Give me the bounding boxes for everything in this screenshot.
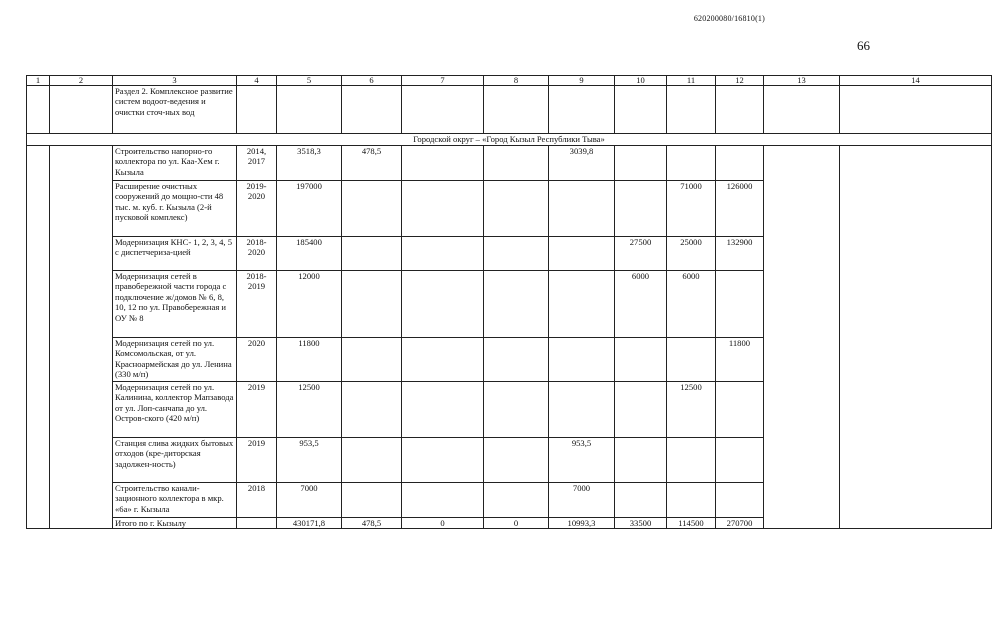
project-name: Модернизация сетей по ул. Калинина, коллектор Мапзавода от ул. Лоп-санчапа до ул. Остров-ского (420 м/п) bbox=[113, 382, 237, 438]
investment-table bbox=[26, 75, 992, 529]
cell-c6 bbox=[342, 338, 402, 382]
column-number: 2 bbox=[50, 76, 113, 86]
cell-total: 3518,3 bbox=[277, 146, 342, 181]
project-years: 2018-2019 bbox=[237, 271, 277, 338]
project-years: 2019-2020 bbox=[237, 181, 277, 237]
cell-total: 12000 bbox=[277, 271, 342, 338]
cell-c6 bbox=[342, 181, 402, 237]
project-years: 2018 bbox=[237, 483, 277, 518]
project-name: Модернизация сетей по ул. Комсомольская, от ул. Красноармейская до ул. Ленина (330 м/п) bbox=[113, 338, 237, 382]
project-name: Расширение очистных сооружений до мощно-сти 48 тыс. м. куб. г. Кызыла (2-й пусковой комплекс) bbox=[113, 181, 237, 237]
cell-c12 bbox=[716, 271, 764, 338]
column-number: 1 bbox=[27, 76, 50, 86]
section-title: Раздел 2. Комплексное развитие систем водоот-ведения и очистки сточ-ных вод bbox=[113, 86, 237, 134]
cell-c12 bbox=[716, 382, 764, 438]
cell-c8 bbox=[484, 181, 549, 237]
cell-c10 bbox=[615, 338, 667, 382]
project-years: 2018-2020 bbox=[237, 237, 277, 271]
cell-c7 bbox=[402, 271, 484, 338]
cell-c12: 11800 bbox=[716, 338, 764, 382]
cell-c7 bbox=[402, 237, 484, 271]
cell-c7 bbox=[402, 382, 484, 438]
cell-c11: 6000 bbox=[667, 271, 716, 338]
column-number: 12 bbox=[716, 76, 764, 86]
column-number-row bbox=[27, 76, 992, 86]
district-row bbox=[27, 134, 992, 146]
column-number: 4 bbox=[237, 76, 277, 86]
total-label: Итого по г. Кызылу bbox=[113, 518, 237, 529]
cell-c6 bbox=[342, 438, 402, 483]
cell-c11 bbox=[667, 438, 716, 483]
column-number: 9 bbox=[549, 76, 615, 86]
cell-c10: 27500 bbox=[615, 237, 667, 271]
cell-c12 bbox=[716, 483, 764, 518]
cell-c8 bbox=[484, 237, 549, 271]
total-c9: 10993,3 bbox=[549, 518, 615, 529]
project-name: Модернизация КНС- 1, 2, 3, 4, 5 с диспетчериза-цией bbox=[113, 237, 237, 271]
cell-c10 bbox=[615, 382, 667, 438]
cell-total: 185400 bbox=[277, 237, 342, 271]
cell-c10 bbox=[615, 181, 667, 237]
cell-c9 bbox=[549, 271, 615, 338]
table-row bbox=[27, 146, 992, 181]
cell-c9 bbox=[549, 237, 615, 271]
column-number: 3 bbox=[113, 76, 237, 86]
column-number: 7 bbox=[402, 76, 484, 86]
cell-c7 bbox=[402, 146, 484, 181]
cell-c10 bbox=[615, 438, 667, 483]
cell-c10 bbox=[615, 146, 667, 181]
cell-c9 bbox=[549, 181, 615, 237]
cell-c11 bbox=[667, 338, 716, 382]
column-number: 8 bbox=[484, 76, 549, 86]
cell-c9: 7000 bbox=[549, 483, 615, 518]
project-years: 2019 bbox=[237, 382, 277, 438]
cell-c6 bbox=[342, 271, 402, 338]
project-name: Модернизация сетей в правобережной части города с подключение ж/домов № 6, 8, 10, 12 по ул. Правобережная и ОУ № 8 bbox=[113, 271, 237, 338]
cell-c8 bbox=[484, 483, 549, 518]
column-number: 13 bbox=[764, 76, 840, 86]
cell-total: 12500 bbox=[277, 382, 342, 438]
cell-c8 bbox=[484, 146, 549, 181]
cell-c8 bbox=[484, 271, 549, 338]
project-years: 2020 bbox=[237, 338, 277, 382]
cell-total: 11800 bbox=[277, 338, 342, 382]
cell-c11 bbox=[667, 146, 716, 181]
cell-c12: 126000 bbox=[716, 181, 764, 237]
total-c7: 0 bbox=[402, 518, 484, 529]
column-number: 10 bbox=[615, 76, 667, 86]
cell-c7 bbox=[402, 338, 484, 382]
cell-c11: 12500 bbox=[667, 382, 716, 438]
cell-c7 bbox=[402, 438, 484, 483]
document-code: 620200080/16810(1) bbox=[693, 14, 765, 23]
cell-c6 bbox=[342, 483, 402, 518]
project-name: Станция слива жидких бытовых отходов (кре-диторская задолжен-ность) bbox=[113, 438, 237, 483]
project-name: Строительство канали-зационного коллектора в мкр. «6а» г. Кызыла bbox=[113, 483, 237, 518]
project-years: 2019 bbox=[237, 438, 277, 483]
project-name: Строительство напорно-го коллектора по ул. Каа-Хем г. Кызыла bbox=[113, 146, 237, 181]
cell-c8 bbox=[484, 382, 549, 438]
cell-c9: 3039,8 bbox=[549, 146, 615, 181]
cell-c7 bbox=[402, 181, 484, 237]
cell-c11: 25000 bbox=[667, 237, 716, 271]
cell-c9: 953,5 bbox=[549, 438, 615, 483]
cell-c12 bbox=[716, 438, 764, 483]
column-number: 11 bbox=[667, 76, 716, 86]
cell-c9 bbox=[549, 382, 615, 438]
district-title: Городской округ – «Город Кызыл Республики Тыва» bbox=[27, 134, 992, 146]
column-number: 14 bbox=[840, 76, 992, 86]
cell-c8 bbox=[484, 438, 549, 483]
column-number: 6 bbox=[342, 76, 402, 86]
cell-c10: 6000 bbox=[615, 271, 667, 338]
cell-c12 bbox=[716, 146, 764, 181]
column-number: 5 bbox=[277, 76, 342, 86]
cell-total: 953,5 bbox=[277, 438, 342, 483]
cell-c12: 132900 bbox=[716, 237, 764, 271]
total-c5: 430171,8 bbox=[277, 518, 342, 529]
total-c10: 33500 bbox=[615, 518, 667, 529]
cell-c10 bbox=[615, 483, 667, 518]
cell-c6 bbox=[342, 237, 402, 271]
cell-c9 bbox=[549, 338, 615, 382]
section-row bbox=[27, 86, 992, 134]
total-c8: 0 bbox=[484, 518, 549, 529]
cell-c6: 478,5 bbox=[342, 146, 402, 181]
cell-c6 bbox=[342, 382, 402, 438]
cell-total: 197000 bbox=[277, 181, 342, 237]
cell-total: 7000 bbox=[277, 483, 342, 518]
total-c12: 270700 bbox=[716, 518, 764, 529]
total-c6: 478,5 bbox=[342, 518, 402, 529]
total-c11: 114500 bbox=[667, 518, 716, 529]
project-years: 2014, 2017 bbox=[237, 146, 277, 181]
cell-c11: 71000 bbox=[667, 181, 716, 237]
page-number: 66 bbox=[857, 38, 870, 53]
cell-c11 bbox=[667, 483, 716, 518]
cell-c8 bbox=[484, 338, 549, 382]
cell-c7 bbox=[402, 483, 484, 518]
